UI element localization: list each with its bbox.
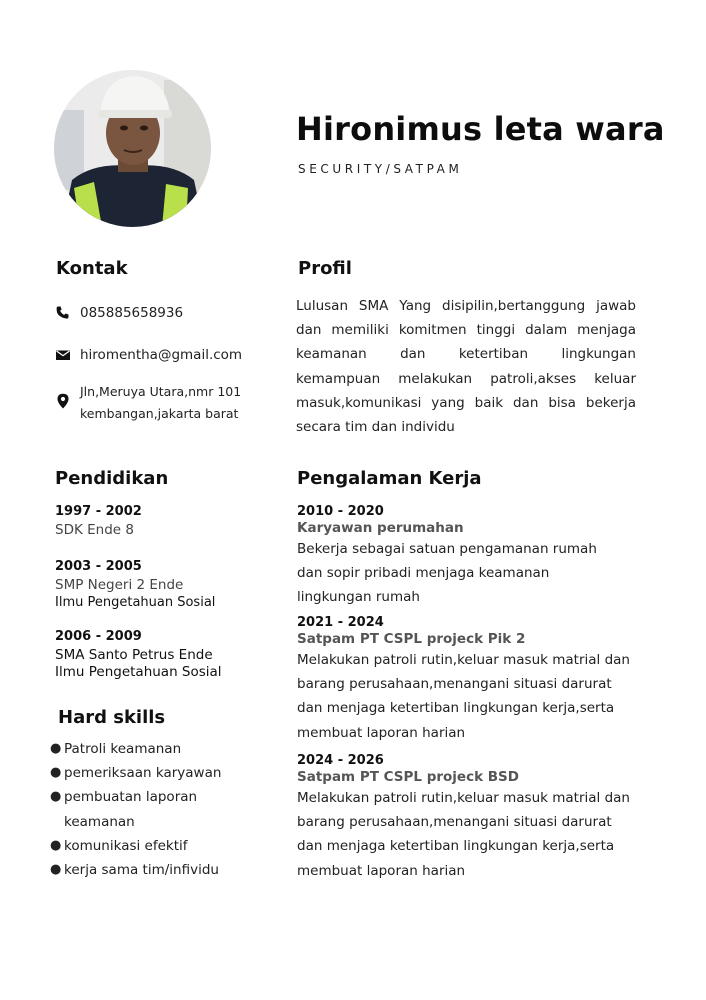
- education-item: [55, 558, 275, 611]
- experience-line: Melakukan patroli rutin,keluar masuk matrial dan: [297, 790, 630, 806]
- education-major: Ilmu Pengetahuan Sosial: [55, 595, 216, 610]
- bullet-icon: ●: [50, 789, 62, 805]
- phone-number: 085885658936: [80, 305, 184, 321]
- education-years: 1997 - 2002: [55, 504, 142, 519]
- bullet-icon: ●: [50, 837, 62, 853]
- phone-icon: [55, 305, 71, 321]
- experience-line: barang perusahaan,menangani situasi darurat: [297, 814, 612, 831]
- list-item: ● pemeriksaan karyawan: [50, 761, 221, 785]
- education-school: SDK Ende 8: [55, 522, 134, 538]
- contact-phone: [55, 305, 183, 321]
- person-name: Hironimus leta wara: [296, 110, 665, 148]
- experience-line: dan menjaga ketertiban lingkungan kerja,serta: [297, 838, 615, 855]
- list-item: ● pembuatan laporan: [50, 785, 221, 809]
- bullet-icon: ●: [50, 765, 62, 781]
- education-major: Ilmu Pengetahuan Sosial: [55, 664, 222, 680]
- experience-company: Satpam PT CSPL projeck BSD: [297, 769, 519, 785]
- experience-line: membuat laporan harian: [297, 862, 466, 879]
- education-title: Pendidikan: [55, 468, 169, 489]
- job-role: SECURITY/SATPAM: [298, 162, 463, 176]
- experience-line: Melakukan patroli rutin,keluar masuk matrial dan: [297, 652, 630, 668]
- address-line-1: Jln,Meruya Utara,nmr 101: [80, 384, 242, 399]
- list-item: keamanan: [64, 813, 135, 830]
- experience-years: 2010 - 2020: [297, 504, 384, 519]
- education-years: 2003 - 2005: [55, 559, 142, 574]
- address-line-2: kembangan,jakarta barat: [80, 406, 239, 421]
- experience-line: lingkungan rumah: [297, 589, 420, 606]
- experience-company: Karyawan perumahan: [297, 520, 464, 536]
- profile-photo-image: [54, 70, 211, 227]
- profile-photo: [54, 70, 211, 227]
- education-school: SMP Negeri 2 Ende: [55, 577, 184, 593]
- contact-address: [55, 381, 241, 425]
- email-address: hiromentha@gmail.com: [80, 347, 243, 363]
- education-item: [55, 628, 275, 681]
- profile-title: Profil: [298, 258, 352, 279]
- bullet-icon: ●: [50, 862, 62, 878]
- experience-item: [297, 503, 657, 610]
- experience-years: 2024 - 2026: [297, 753, 384, 768]
- experience-title: Pengalaman Kerja: [297, 468, 482, 489]
- bullet-icon: ●: [50, 741, 62, 756]
- experience-years: 2021 - 2024: [297, 615, 384, 630]
- experience-line: barang perusahaan,menangani situasi darurat: [297, 676, 612, 693]
- skills-title: Hard skills: [58, 707, 166, 728]
- education-item: [55, 503, 275, 539]
- experience-line: Bekerja sebagai satuan pengamanan rumah: [297, 541, 597, 557]
- list-item: ● kerja sama tim/infividu: [50, 858, 221, 882]
- experience-item: [297, 752, 657, 883]
- list-item: ● komunikasi efektif: [50, 834, 221, 858]
- contact-title: Kontak: [56, 258, 128, 279]
- contact-email: [55, 347, 242, 363]
- experience-item: [297, 614, 657, 745]
- skills-list: [50, 737, 221, 882]
- list-item: ● Patroli keamanan: [50, 737, 221, 761]
- experience-line: dan sopir pribadi menjaga keamanan: [297, 565, 550, 582]
- education-school: SMA Santo Petrus Ende: [55, 647, 213, 663]
- experience-line: dan menjaga ketertiban lingkungan kerja,serta: [297, 700, 615, 717]
- mail-icon: [55, 347, 71, 363]
- experience-line: membuat laporan harian: [297, 724, 466, 741]
- map-pin-icon: [55, 391, 71, 411]
- profile-text: Lulusan SMA Yang disipilin,bertanggung jawab dan memiliki komitmen tinggi dalam menjaga keamanan dan ketertiban lingkungan kemampuan melakukan patroli,akses keluar masuk,komunikasi yang baik dan bisa bekerja secara tim dan individu: [296, 298, 636, 436]
- experience-company: Satpam PT CSPL projeck Pik 2: [297, 631, 526, 647]
- education-years: 2006 - 2009: [55, 629, 142, 644]
